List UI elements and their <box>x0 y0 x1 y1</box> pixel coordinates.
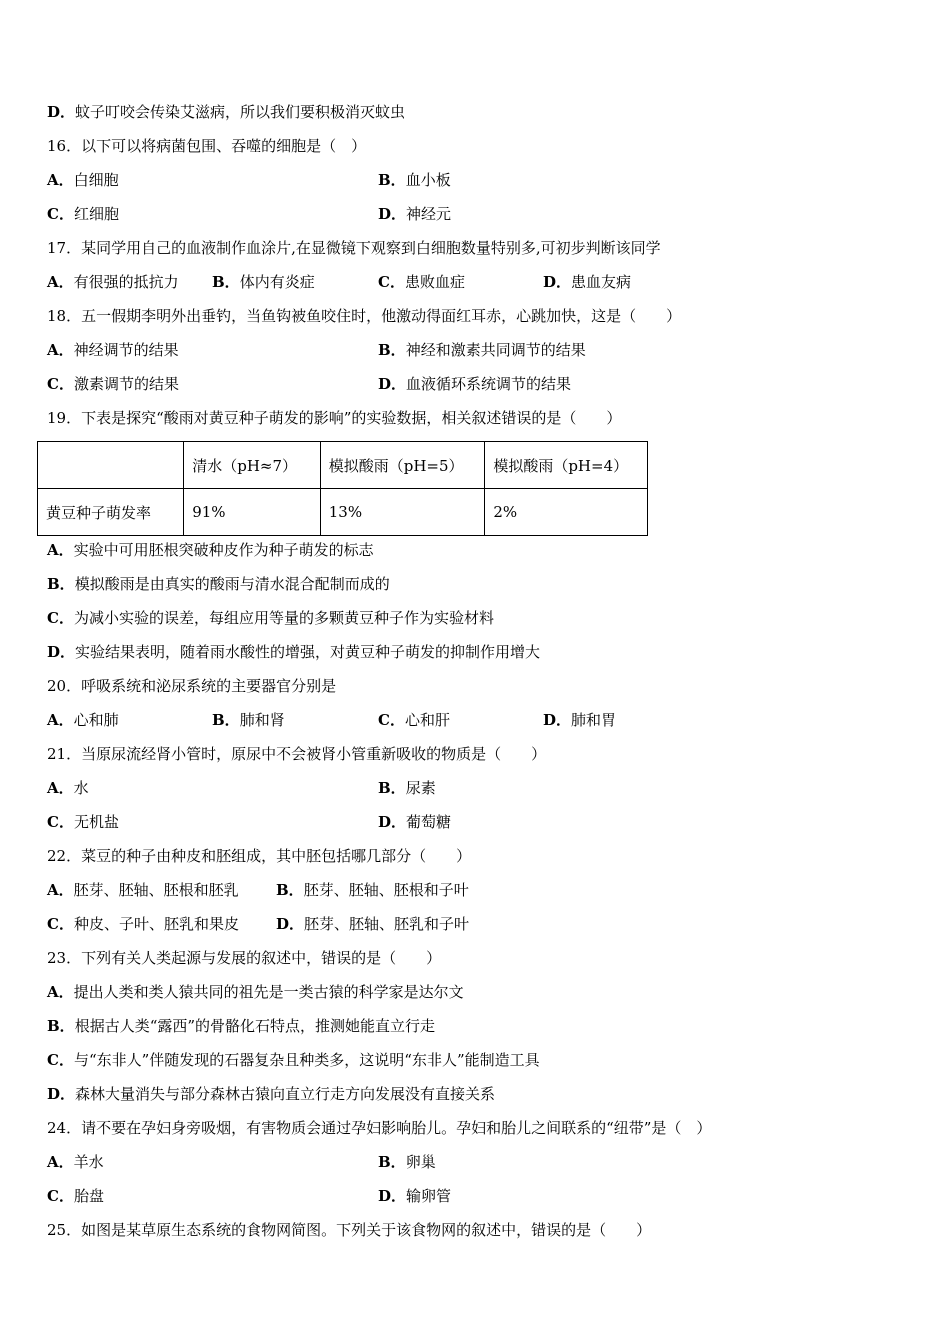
option-label: A． <box>47 273 74 291</box>
q18-option-b <box>378 340 586 360</box>
option-text: 心和肝 <box>404 711 450 729</box>
q23-option-c <box>47 1050 540 1070</box>
option-label: D． <box>47 103 76 121</box>
option-text: 体内有炎症 <box>239 273 315 291</box>
option-text: 输卵管 <box>406 1187 452 1205</box>
option-text: 水 <box>73 779 89 797</box>
q21-option-d <box>378 812 451 832</box>
option-label: B． <box>212 711 240 729</box>
option-text: 森林大量消失与部分森林古猿向直立行走方向发展没有直接关系 <box>75 1085 496 1103</box>
q22-option-b <box>276 880 469 900</box>
q21-option-b <box>378 778 436 798</box>
option-text: 神经元 <box>406 205 452 223</box>
q20-option-c <box>378 710 450 730</box>
q22-stem: 22．菜豆的种子由种皮和胚组成，其中胚包括哪几部分（ ） <box>47 847 472 865</box>
q22-option-d <box>276 914 469 934</box>
q20-option-d <box>543 710 616 730</box>
option-label: C． <box>47 375 74 393</box>
q16-stem: 16．以下可以将病菌包围、吞噬的细胞是（ ） <box>47 137 367 155</box>
table-row <box>38 489 648 536</box>
option-text: 血小板 <box>405 171 451 189</box>
option-text: 患血友病 <box>571 273 632 291</box>
q16-option-b <box>378 170 451 190</box>
q25-stem: 25．如图是某草原生态系统的食物网简图。下列关于该食物网的叙述中，错误的是（ ） <box>47 1221 652 1239</box>
q24-option-c <box>47 1186 104 1206</box>
q24-option-d <box>378 1186 451 1206</box>
option-label: A． <box>47 983 74 1001</box>
option-label: B． <box>378 1153 406 1171</box>
option-text: 胚芽、胚轴、胚乳和子叶 <box>304 915 470 933</box>
option-text: 提出人类和类人猿共同的祖先是一类古猿的科学家是达尔文 <box>73 983 464 1001</box>
option-label: D． <box>378 813 407 831</box>
option-label: A． <box>47 711 74 729</box>
option-text: 种皮、子叶、胚乳和果皮 <box>73 915 239 933</box>
option-label: B． <box>276 881 304 899</box>
q17-option-a <box>47 272 179 292</box>
option-label: B． <box>47 575 75 593</box>
q19-option-b <box>47 574 390 594</box>
option-label: C． <box>378 711 405 729</box>
q23-option-d <box>47 1084 495 1104</box>
option-text: 胎盘 <box>73 1187 104 1205</box>
q18-option-c <box>47 374 179 394</box>
option-label: A． <box>47 541 74 559</box>
option-label: A． <box>47 779 74 797</box>
option-label: A． <box>47 171 74 189</box>
q24-stem: 24．请不要在孕妇身旁吸烟，有害物质会通过孕妇影响胎儿。孕妇和胎儿之间联系的“纽带”是（ ） <box>47 1119 712 1137</box>
option-label: D． <box>543 711 572 729</box>
option-label: B． <box>378 171 406 189</box>
q20-option-b <box>212 710 285 730</box>
option-text: 卵巢 <box>405 1153 436 1171</box>
table-cell: 91% <box>184 489 321 536</box>
option-text: 尿素 <box>405 779 436 797</box>
q21-stem: 21．当原尿流经肾小管时，原尿中不会被肾小管重新吸收的物质是（ ） <box>47 745 547 763</box>
table-header-row <box>38 442 648 489</box>
table-header-cell: 模拟酸雨（pH=4） <box>485 442 648 489</box>
option-label: A． <box>47 341 74 359</box>
option-text: 神经和激素共同调节的结果 <box>405 341 586 359</box>
option-text: 白细胞 <box>73 171 119 189</box>
q23-option-a <box>47 982 464 1002</box>
option-label: D． <box>47 1085 76 1103</box>
q18-option-a <box>47 340 179 360</box>
option-text: 胚芽、胚轴、胚根和胚乳 <box>73 881 239 899</box>
table-cell: 2% <box>485 489 648 536</box>
q16-option-c <box>47 204 119 224</box>
q22-option-c <box>47 914 239 934</box>
q19-option-d <box>47 642 540 662</box>
table-row-label: 黄豆种子萌发率 <box>38 489 184 536</box>
option-label: B． <box>212 273 240 291</box>
q20-option-a <box>47 710 119 730</box>
q19-stem: 19．下表是探究“酸雨对黄豆种子萌发的影响”的实验数据，相关叙述错误的是（ ） <box>47 409 622 427</box>
table-cell: 13% <box>320 489 485 536</box>
q24-option-a <box>47 1152 104 1172</box>
q21-option-a <box>47 778 89 798</box>
q18-stem: 18．五一假期李明外出垂钓，当鱼钩被鱼咬住时，他激动得面红耳赤，心跳加快，这是（ ） <box>47 307 682 325</box>
q19-option-c <box>47 608 494 628</box>
option-text: 肺和胃 <box>571 711 617 729</box>
option-label: C． <box>47 915 74 933</box>
option-label: D． <box>47 643 76 661</box>
option-text: 模拟酸雨是由真实的酸雨与清水混合配制而成的 <box>74 575 390 593</box>
option-text: 心和肺 <box>73 711 119 729</box>
option-label: D． <box>378 205 407 223</box>
q17-option-c <box>378 272 465 292</box>
option-label: D． <box>378 1187 407 1205</box>
option-text: 患败血症 <box>404 273 465 291</box>
option-text: 胚芽、胚轴、胚根和子叶 <box>303 881 469 899</box>
experiment-table <box>37 441 648 536</box>
q18-option-d <box>378 374 571 394</box>
option-text: 血液循环系统调节的结果 <box>406 375 572 393</box>
option-label: B． <box>47 1017 75 1035</box>
q19-option-a <box>47 540 374 560</box>
option-text: 无机盐 <box>73 813 119 831</box>
option-text: 蚊子叮咬会传染艾滋病，所以我们要积极消灭蚊虫 <box>75 103 406 121</box>
q23-stem: 23．下列有关人类起源与发展的叙述中，错误的是（ ） <box>47 949 442 967</box>
q22-option-a <box>47 880 239 900</box>
q17-option-d <box>543 272 631 292</box>
option-text: 神经调节的结果 <box>73 341 179 359</box>
option-text: 实验结果表明，随着雨水酸性的增强，对黄豆种子萌发的抑制作用增大 <box>75 643 541 661</box>
option-label: D． <box>378 375 407 393</box>
q17-option-b <box>212 272 315 292</box>
q17-stem: 17．某同学用自己的血液制作血涂片,在显微镜下观察到白细胞数量特别多,可初步判断该同学 <box>47 239 661 257</box>
option-text: 羊水 <box>73 1153 104 1171</box>
q20-stem: 20．呼吸系统和泌尿系统的主要器官分别是 <box>47 677 337 695</box>
option-label: D． <box>543 273 572 291</box>
option-label: C． <box>47 609 74 627</box>
option-label: C． <box>378 273 405 291</box>
table-header-cell: 模拟酸雨（pH=5） <box>320 442 485 489</box>
table-header-cell <box>38 442 184 489</box>
q23-option-b <box>47 1016 435 1036</box>
q15-option-d <box>47 102 405 122</box>
option-text: 葡萄糖 <box>406 813 452 831</box>
q16-option-a <box>47 170 119 190</box>
option-text: 红细胞 <box>73 205 119 223</box>
q21-option-c <box>47 812 119 832</box>
table-header-cell: 清水（pH≈7） <box>184 442 321 489</box>
option-label: B． <box>378 779 406 797</box>
option-text: 根据古人类“露西”的骨骼化石特点，推测她能直立行走 <box>74 1017 436 1035</box>
q24-option-b <box>378 1152 436 1172</box>
option-text: 有很强的抵抗力 <box>73 273 179 291</box>
option-label: C． <box>47 205 74 223</box>
option-text: 激素调节的结果 <box>73 375 179 393</box>
option-text: 肺和肾 <box>239 711 285 729</box>
option-text: 与“东非人”伴随发现的石器复杂且种类多，这说明“东非人”能制造工具 <box>73 1051 540 1069</box>
option-label: B． <box>378 341 406 359</box>
q16-option-d <box>378 204 451 224</box>
option-label: C． <box>47 813 74 831</box>
option-text: 为减小实验的误差，每组应用等量的多颗黄豆种子作为实验材料 <box>73 609 494 627</box>
option-label: C． <box>47 1051 74 1069</box>
option-label: A． <box>47 1153 74 1171</box>
option-label: D． <box>276 915 305 933</box>
option-text: 实验中可用胚根突破种皮作为种子萌发的标志 <box>73 541 374 559</box>
option-label: C． <box>47 1187 74 1205</box>
option-label: A． <box>47 881 74 899</box>
